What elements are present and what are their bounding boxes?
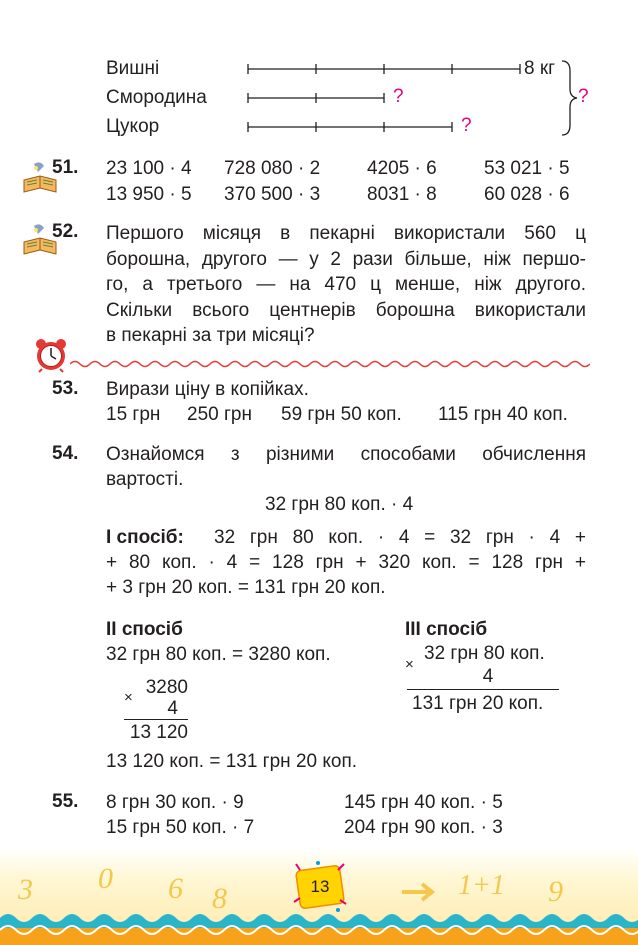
method-2-product: 13 120	[129, 722, 188, 743]
ex51-item: 8031 · 8	[367, 184, 437, 205]
method-3-line	[407, 689, 559, 690]
ex54-line: вартості.	[106, 469, 184, 490]
exercise-53-number: 53.	[52, 378, 79, 399]
method-2-line	[124, 719, 188, 720]
exercise-54-number: 54.	[52, 443, 79, 464]
ex55-item: 8 грн 30 коп. · 9	[106, 792, 244, 813]
exercise-52-text	[106, 221, 586, 349]
method-1-label: I спосіб:	[106, 527, 184, 548]
diagram-label-cherries: Вишні	[106, 58, 160, 79]
ex51-item: 13 950 · 5	[106, 184, 192, 205]
method-3-multiplicand: 32 грн 80 коп.	[424, 643, 545, 664]
exercise-51-number: 51.	[52, 157, 79, 178]
ex54-expression: 32 грн 80 коп. · 4	[265, 494, 414, 515]
ex53-value: 15 грн	[106, 404, 161, 425]
footer-digit: 3	[18, 873, 33, 906]
method-2-final: 13 120 коп. = 131 грн 20 коп.	[106, 751, 358, 772]
method-2-multiplier: 4	[167, 698, 178, 719]
footer-digit: 1+1	[458, 870, 505, 901]
exercise-53-text: Вирази ціну в копійках.	[106, 379, 309, 400]
text-line: в пекарні за три місяці?	[106, 325, 315, 346]
ex51-item: 60 028 · 6	[484, 184, 570, 205]
diagram-label-currants: Смородина	[106, 87, 207, 108]
alarm-clock-icon	[32, 337, 70, 373]
ex54-line: Ознайомся з різними способами обчислення	[106, 444, 586, 465]
ex55-item: 15 грн 50 коп. · 7	[106, 817, 255, 838]
exercise-55-number: 55.	[52, 791, 79, 812]
arrow-icon	[400, 880, 440, 904]
ex51-item: 53 021 · 5	[484, 158, 570, 179]
ex51-item: 728 080 · 2	[224, 158, 321, 179]
method-2-conversion: 32 грн 80 коп. = 3280 коп.	[106, 644, 331, 665]
exercise-52-number: 52.	[52, 221, 79, 242]
method-2-multiplicand: 3280	[145, 677, 188, 698]
ex51-item: 370 500 · 3	[224, 184, 321, 205]
method-3-product: 131 грн 20 коп.	[412, 693, 544, 714]
ex51-item: 4205 · 6	[367, 158, 437, 179]
text-line: Скільки всього центнерів борошна використали	[106, 299, 586, 321]
ex53-value: 250 грн	[187, 404, 252, 425]
method-1-line: + 3 грн 20 коп. = 131 грн 20 коп.	[106, 577, 386, 598]
method-3-label: III спосіб	[405, 619, 488, 640]
footer-digit: 8	[212, 882, 227, 915]
page-number: 13	[310, 877, 330, 896]
diagram-total-question: ?	[578, 86, 589, 107]
diagram-sugar-question: ?	[461, 115, 472, 136]
ex53-value: 59 грн 50 коп.	[281, 404, 402, 425]
ex55-item: 145 грн 40 коп. · 5	[344, 792, 503, 813]
multiply-sign: ×	[405, 656, 414, 673]
footer-digit: 9	[548, 875, 563, 908]
method-1-line: 32 грн 80 коп. · 4 = 32 грн · 4 +	[214, 527, 586, 548]
text-line: Першого місяця в пекарні використали 560 ц	[106, 223, 586, 244]
ex51-item: 23 100 · 4	[106, 158, 192, 179]
diagram-label-sugar: Цукор	[106, 116, 160, 137]
diagram-currants-question: ?	[393, 86, 404, 107]
wavy-divider	[70, 358, 590, 370]
diagram-cherries-value: 8 кг	[524, 58, 556, 79]
multiply-sign: ×	[124, 689, 133, 706]
method-1-line: + 80 коп. · 4 = 128 грн + 320 коп. = 128 грн +	[106, 552, 586, 573]
method-2-label: II спосіб	[106, 619, 183, 640]
footer-digit: 0	[98, 862, 113, 895]
text-line: борошна, другого — у 2 рази більше, ніж першо-	[106, 248, 586, 270]
text-line: го, а третього — на 470 ц менше, ніж другого.	[106, 274, 586, 295]
footer-digit: 6	[168, 872, 183, 905]
ex55-item: 204 грн 90 коп. · 3	[344, 817, 503, 838]
brace	[562, 61, 577, 135]
ex53-value: 115 грн 40 коп.	[438, 404, 568, 425]
method-3-multiplier: 4	[482, 666, 494, 687]
